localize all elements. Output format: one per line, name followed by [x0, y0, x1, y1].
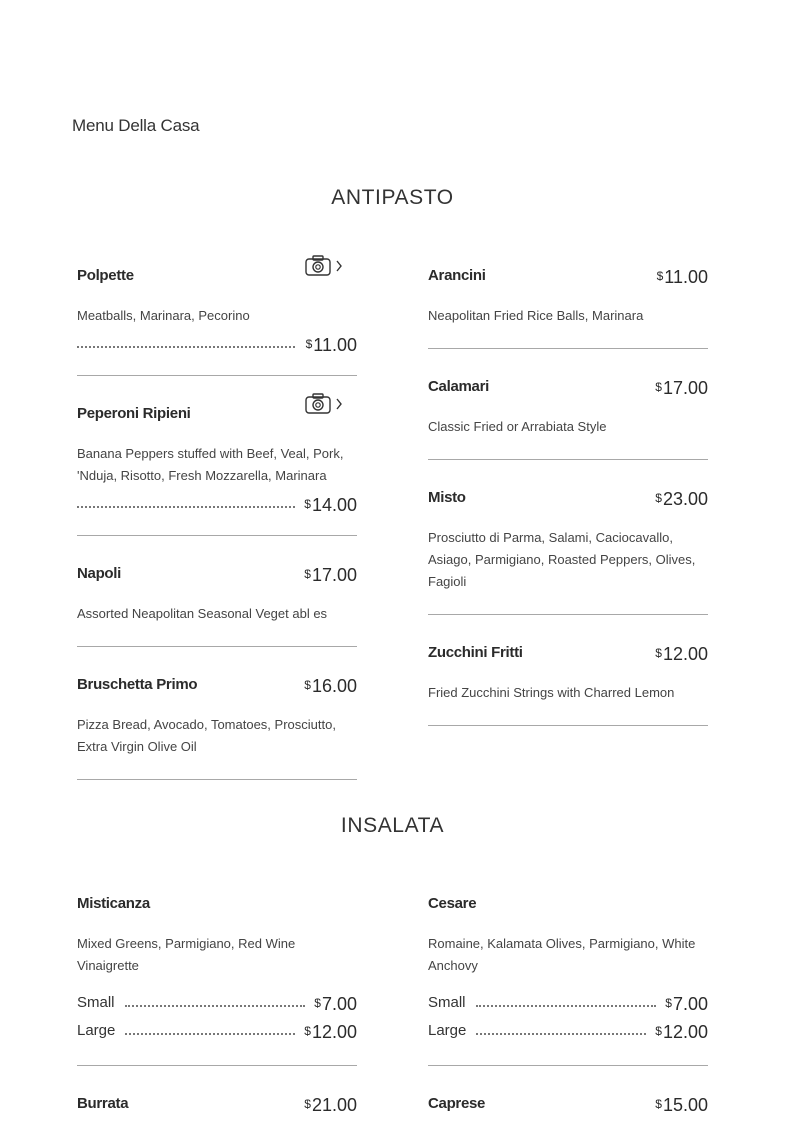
item-description: Meatballs, Marinara, Pecorino [77, 308, 250, 323]
item-price: $16.00 [304, 676, 357, 696]
item-description: Fried Zucchini Strings with Charred Lemon [428, 685, 675, 700]
item-price: $17.00 [655, 378, 708, 398]
photo-button[interactable] [305, 393, 345, 415]
item-name: Calamari [428, 378, 489, 395]
chevron-right-icon [337, 399, 341, 409]
menu-item-cesare [428, 893, 708, 1042]
item-name: Zucchini Fritti [428, 644, 523, 661]
item-name: Arancini [428, 267, 486, 284]
dot-leader [77, 506, 295, 508]
menu-item-peperoni-ripieni [77, 403, 357, 515]
size-row-small [428, 992, 708, 1014]
dot-leader [77, 346, 295, 348]
size-label: Small [77, 994, 115, 1011]
menu-item-misticanza [77, 893, 357, 1042]
size-price: $7.00 [314, 994, 357, 1014]
size-row-small [77, 992, 357, 1014]
divider [77, 535, 357, 536]
camera-icon [305, 255, 345, 277]
item-price: $15.00 [655, 1095, 708, 1115]
size-price: $7.00 [665, 994, 708, 1014]
item-price: $23.00 [655, 489, 708, 509]
divider [428, 725, 708, 726]
section-title-antipasto: ANTIPASTO [331, 186, 454, 209]
divider [77, 646, 357, 647]
size-price: $12.00 [655, 1022, 708, 1042]
dot-leader [125, 1005, 305, 1007]
divider [77, 375, 357, 376]
camera-icon [305, 393, 345, 415]
divider [428, 614, 708, 615]
divider [428, 459, 708, 460]
item-description: Romaine, Kalamata Olives, Parmigiano, White Anchovy [428, 936, 696, 973]
item-name: Caprese [428, 1095, 486, 1112]
item-name: Cesare [428, 895, 477, 912]
item-price: $12.00 [655, 644, 708, 664]
photo-button[interactable] [305, 255, 345, 277]
menu-item-polpette [77, 265, 357, 355]
divider [428, 1065, 708, 1066]
item-name: Peperoni Ripieni [77, 405, 191, 422]
menu-item-misto [428, 487, 708, 593]
item-name: Bruschetta Primo [77, 676, 198, 693]
item-description: Pizza Bread, Avocado, Tomatoes, Prosciutto, Extra Virgin Olive Oil [77, 717, 336, 754]
item-name: Burrata [77, 1095, 129, 1112]
dot-leader [476, 1005, 656, 1007]
item-price: $11.00 [305, 335, 357, 355]
item-name: Misto [428, 489, 466, 506]
item-price: $17.00 [304, 565, 357, 585]
section-title-insalata: INSALATA [340, 814, 445, 837]
chevron-right-icon [337, 261, 341, 271]
item-price: $21.00 [304, 1095, 357, 1115]
menu-item-arancini [428, 265, 708, 327]
item-price: $11.00 [656, 267, 708, 287]
menu-title: Menu Della Casa [72, 116, 200, 135]
size-row-large [428, 1020, 708, 1042]
menu-item-burrata [77, 1093, 357, 1115]
item-name: Misticanza [77, 895, 150, 912]
divider [77, 1065, 357, 1066]
menu-item-caprese [428, 1093, 708, 1115]
menu-item-zucchini-fritti [428, 642, 708, 704]
item-description: Banana Peppers stuffed with Beef, Veal, Pork, 'Nduja, Risotto, Fresh Mozzarella, Marinara [77, 446, 344, 483]
item-description: Neapolitan Fried Rice Balls, Marinara [428, 308, 644, 323]
divider [428, 348, 708, 349]
size-label: Large [77, 1022, 116, 1039]
item-name: Polpette [77, 267, 134, 284]
item-price: $14.00 [304, 495, 357, 515]
divider [77, 779, 357, 780]
menu-item-calamari [428, 376, 708, 438]
size-row-large [77, 1020, 357, 1042]
dot-leader [125, 1033, 295, 1035]
size-price: $12.00 [304, 1022, 357, 1042]
size-label: Large [428, 1022, 467, 1039]
dot-leader [476, 1033, 646, 1035]
menu-item-napoli [77, 563, 357, 625]
item-description: Assorted Neapolitan Seasonal Veget abl es [77, 606, 328, 621]
menu-item-bruschetta-primo [77, 674, 357, 758]
item-description: Prosciutto di Parma, Salami, Caciocavallo, Asiago, Parmigiano, Roasted Peppers, Olives, Fagioli [428, 530, 696, 589]
item-name: Napoli [77, 565, 122, 582]
item-description: Classic Fried or Arrabiata Style [428, 419, 607, 434]
item-description: Mixed Greens, Parmigiano, Red Wine Vinaigrette [77, 936, 296, 973]
size-label: Small [428, 994, 466, 1011]
